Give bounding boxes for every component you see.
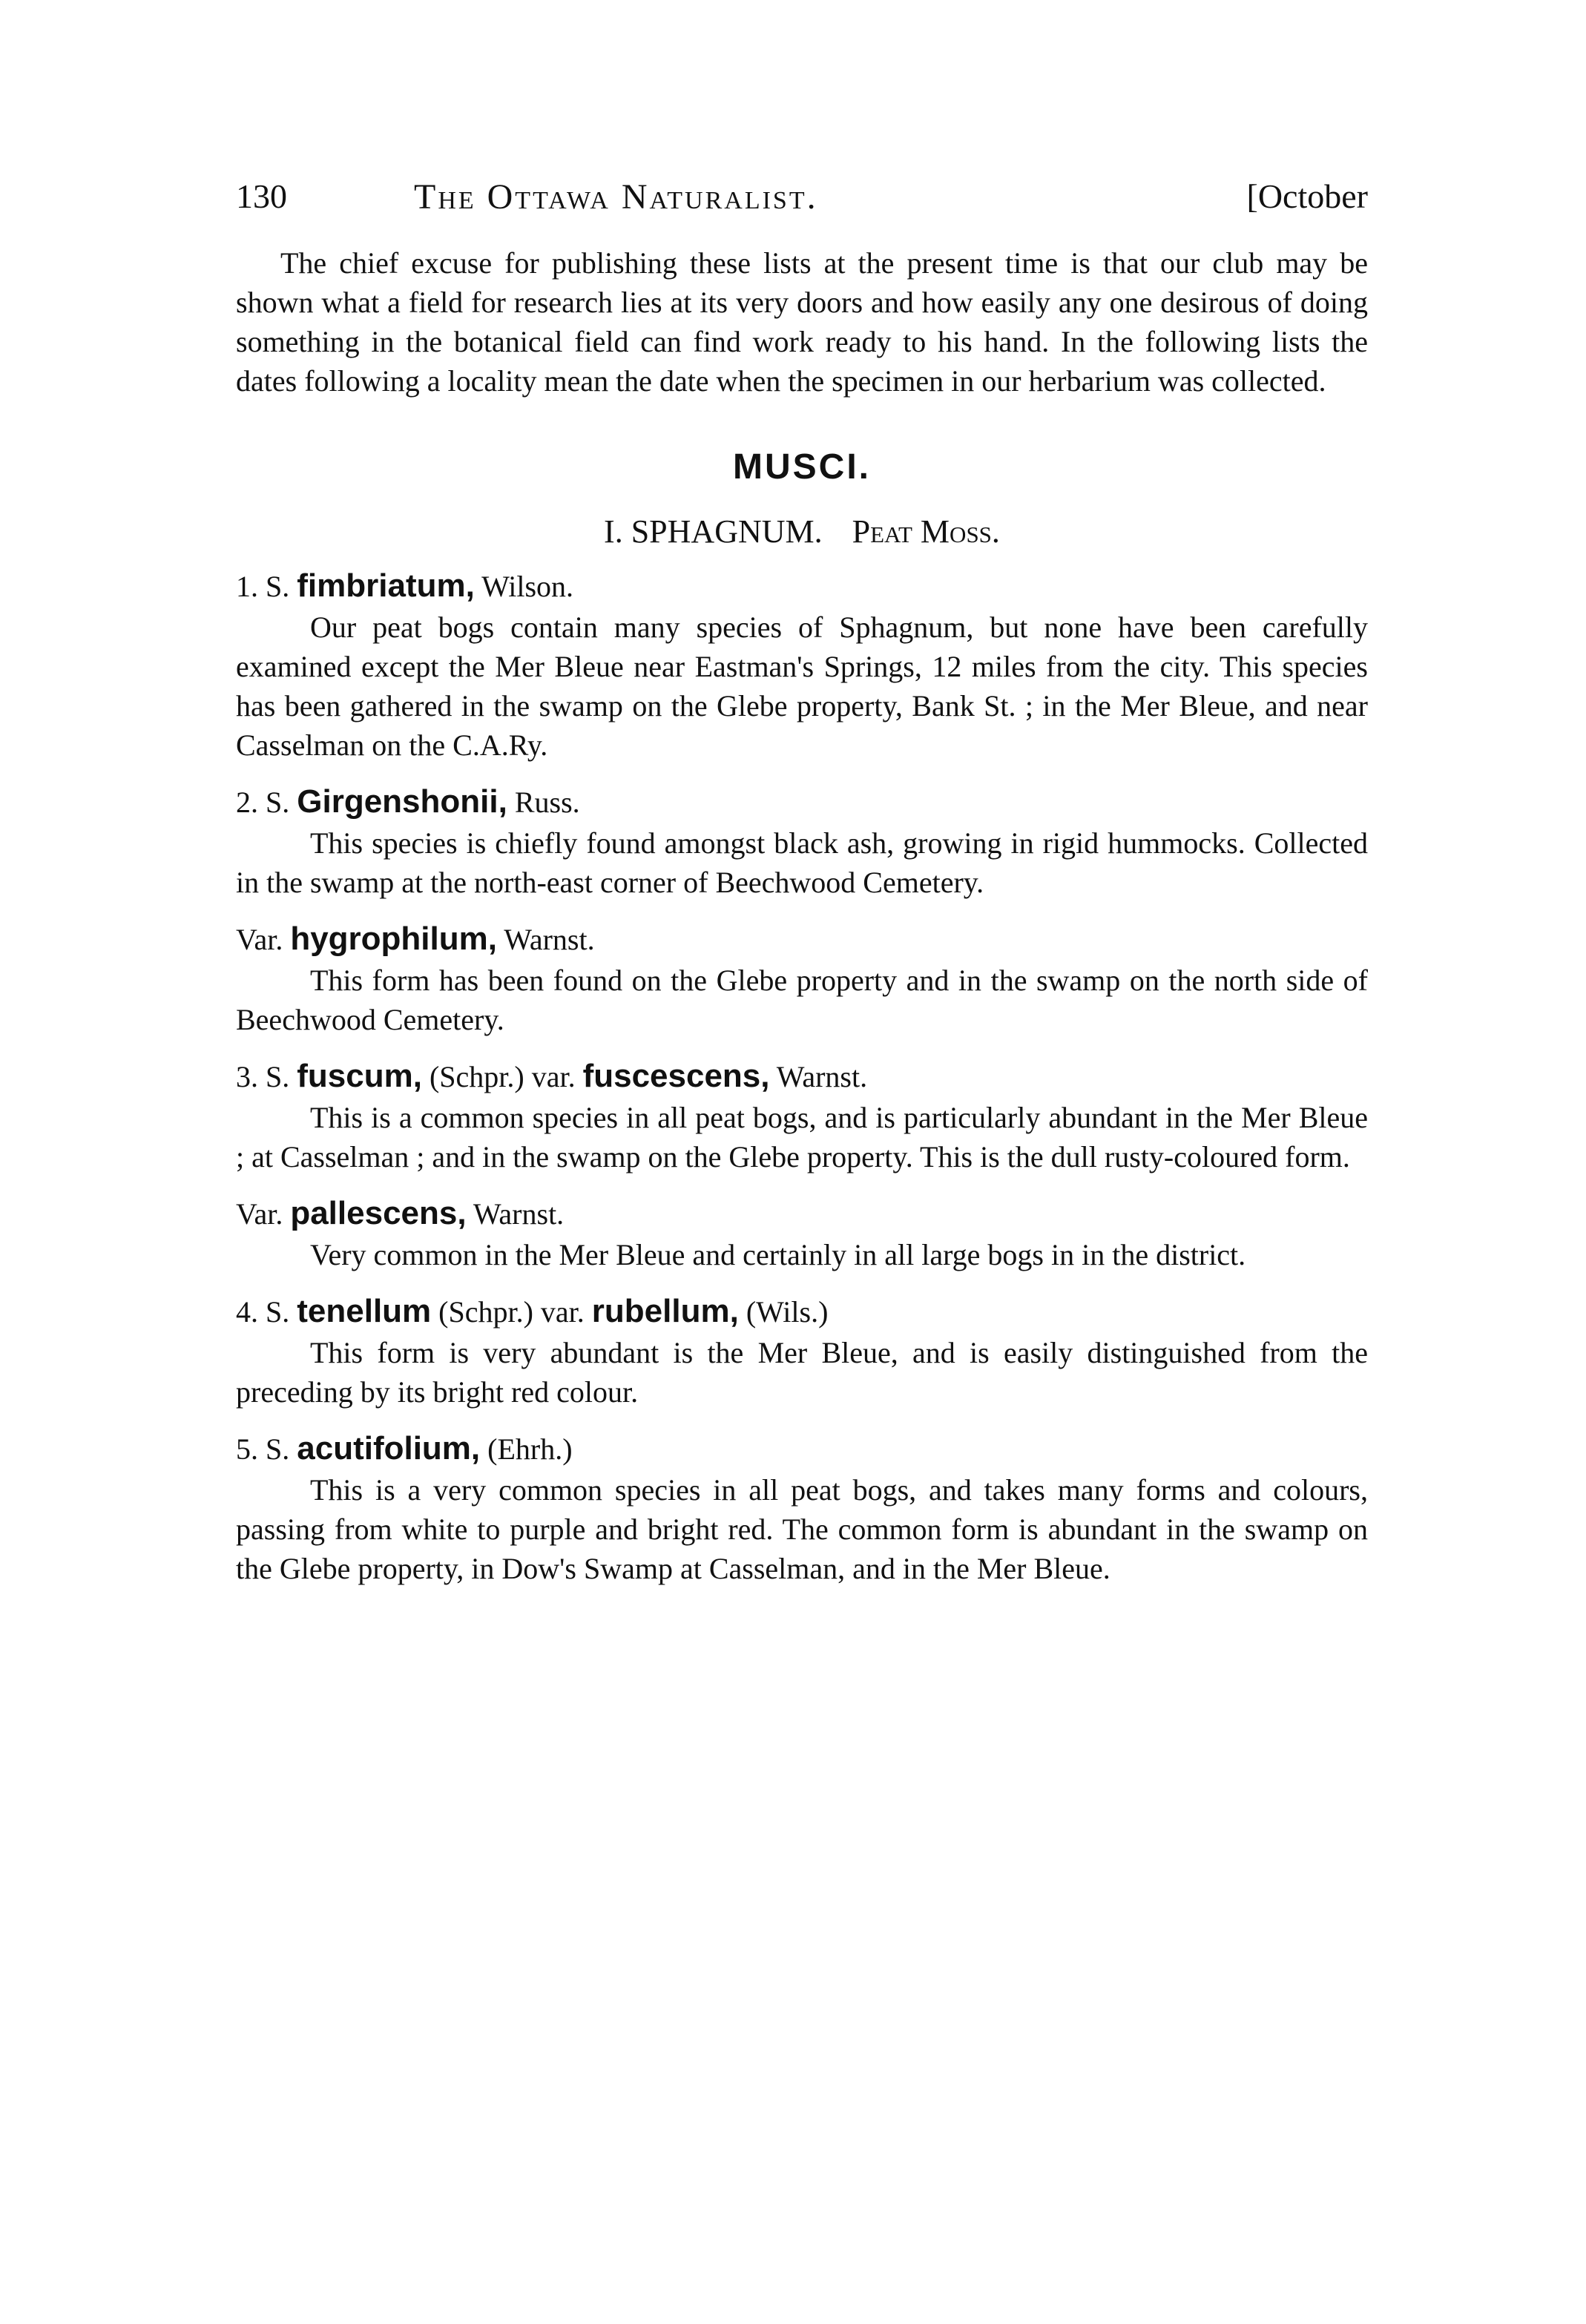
issue-month: [October [1246,177,1368,215]
subsection-title: I. SPHAGNUM. [604,513,823,550]
species-authority: (Schpr.) var. [429,1060,576,1093]
variety-heading [236,918,1368,961]
species-authority: (Schpr.) var. [438,1295,585,1329]
species-name: tenellum [297,1293,432,1329]
species-name: fimbriatum, [297,567,475,604]
variety-name: fuscescens, [582,1058,770,1094]
page-number: 130 [236,177,287,215]
species-description: This is a common species in all peat bogs, and is particularly abundant in the Mer Bleue ; at Casselman ; and in the swamp on the Glebe property. This is the dull rusty-coloured form. [236,1101,1368,1173]
variety-description: This form has been found on the Glebe property and in the swamp on the north side of Beechwood Cemetery. [236,964,1368,1036]
variety-heading [236,1193,1368,1235]
variety-name: pallescens, [290,1195,467,1231]
variety-authority: Warnst. [776,1060,868,1093]
species-description: This species is chiefly found amongst black ash, growing in rigid hummocks. Collected in the swamp at the north-east corner of Beechwood Cemetery. [236,826,1368,899]
species-name: acutifolium, [297,1430,481,1467]
species-number: 2. S. [236,786,290,819]
species-number: 3. S. [236,1060,290,1093]
species-number: 5. S. [236,1432,290,1466]
variety-label: Var. [236,923,283,956]
variety-authority: Warnst. [473,1197,565,1231]
species-description: Our peat bogs contain many species of Sphagnum, but none have been carefully examined except the Mer Bleue near Eastman's Springs, 12 miles from the city. This species has been gathered in the swamp on the Glebe property, Bank St. ; in the Mer Bleue, and near Casselman on the C.A.Ry. [236,610,1368,762]
species-description: This form is very abundant is the Mer Bleue, and is easily distinguished from the preceding by its bright red colour. [236,1336,1368,1409]
document-page [236,177,1368,1588]
species-heading [236,565,1368,608]
species-name: fuscum, [297,1058,422,1094]
variety-label: Var. [236,1197,283,1231]
species-authority: Wilson. [481,570,574,603]
variety-description: Very common in the Mer Bleue and certainly in all large bogs in in the district. [310,1238,1246,1271]
intro-paragraph: The chief excuse for publishing these lists at the present time is that our club may be shown what a field for research lies at its very doors and how easily any one desirous of doing something in the botanical field can find work ready to his hand. In the following lists the dates following a locality mean the date when the specimen in our herbarium was collected. [236,246,1368,398]
variety-name: rubellum, [591,1293,739,1329]
running-header [236,177,1368,228]
variety-authority: (Wils.) [746,1295,829,1329]
subsection-common-name: Peat Moss. [852,513,1000,550]
species-number: 1. S. [236,570,290,603]
variety-name: hygrophilum, [290,921,497,957]
species-authority: Russ. [514,786,580,819]
species-number: 4. S. [236,1295,290,1329]
species-name: Girgenshonii, [297,783,507,820]
species-heading [236,1056,1368,1098]
species-heading [236,1428,1368,1470]
species-heading [236,781,1368,823]
species-authority: (Ehrh.) [487,1432,573,1466]
section-title: MUSCI. [733,447,871,487]
subsection-heading [236,513,1368,550]
species-description: This is a very common species in all peat bogs, and takes many forms and colours, passing from white to purple and bright red. The common form is abundant in the swamp on the Glebe property, in Dow's Swamp at Casselman, and in the Mer Bleue. [236,1473,1368,1585]
species-heading [236,1291,1368,1333]
journal-title: The Ottawa Naturalist. [414,177,818,217]
variety-authority: Warnst. [504,923,595,956]
